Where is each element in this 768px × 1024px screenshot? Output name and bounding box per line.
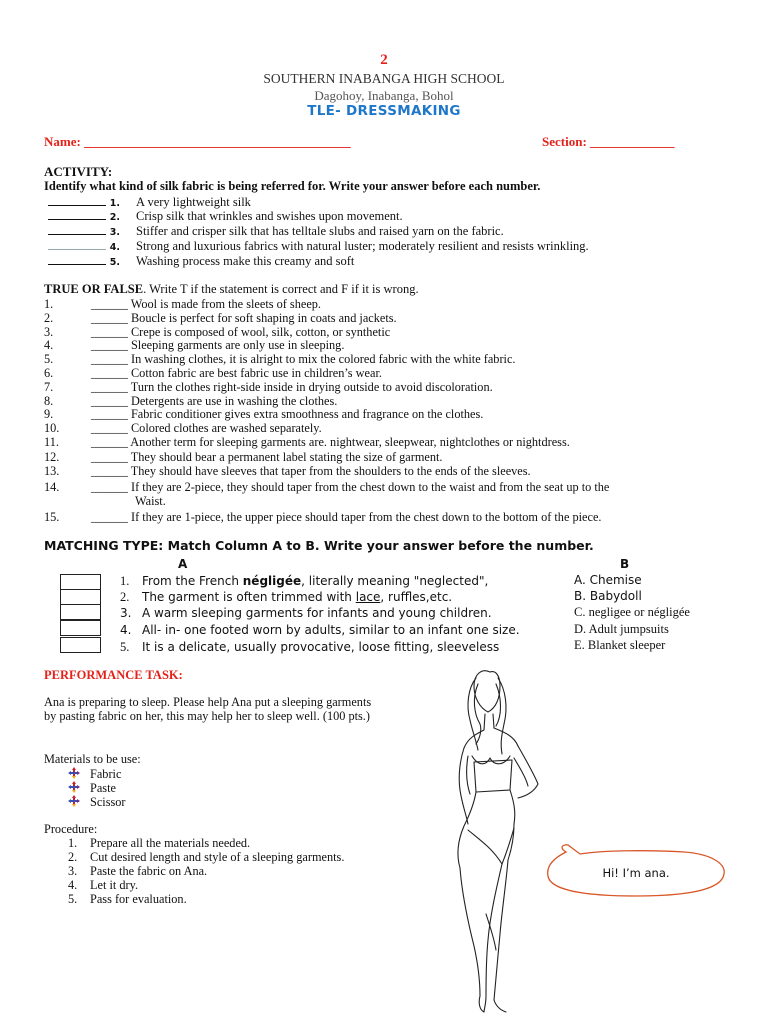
answer-blank[interactable]: ______ <box>91 297 128 311</box>
true-false-statement-text: Fabric conditioner gives extra smoothness and fragrance on the clothes. <box>130 407 484 421</box>
true-false-title: TRUE OR FALSE <box>44 282 144 296</box>
true-false-statement <box>91 297 321 312</box>
column-a-text: It is a delicate, usually provocative, loose fitting, sleeveless <box>142 640 500 654</box>
answer-blank[interactable]: ______ <box>91 325 128 339</box>
true-false-statement-text: If they are 1-piece, the upper piece should taper from the chest down to the bottom of the piece. <box>130 510 602 524</box>
column-b-item: E. Blanket sleeper <box>574 638 666 652</box>
material-name: Fabric <box>90 767 122 781</box>
column-a-text: , ruffles,etc. <box>380 590 453 604</box>
column-a-bold-term: négligée <box>242 574 302 588</box>
true-false-statement-text: Turn the clothes right-side inside in drying outside to avoid discoloration. <box>130 380 493 394</box>
answer-blank[interactable]: ______ <box>91 480 128 494</box>
answer-blank[interactable]: ______ <box>91 464 128 478</box>
true-false-number: 7. <box>44 380 54 394</box>
column-a-text: All- in- one footed worn by adults, similar to an infant one size. <box>142 623 520 637</box>
true-false-number: 8. <box>44 394 54 408</box>
column-a-text: A warm sleeping garments for infants and young children. <box>142 606 492 620</box>
column-b-item: D. Adult jumpsuits <box>574 622 669 636</box>
column-a-text: From the French <box>142 574 243 588</box>
answer-blank[interactable]: ______ <box>91 435 128 449</box>
procedure-step-text: Paste the fabric on Ana. <box>90 864 208 878</box>
answer-blank[interactable]: ______ <box>91 421 128 435</box>
true-false-number: 14. <box>44 480 60 494</box>
answer-blank[interactable]: ______ <box>91 311 128 325</box>
true-false-statement-text: They should bear a permanent label stating the size of garment. <box>130 450 443 464</box>
true-false-statement <box>91 510 602 525</box>
subject-title: TLE- DRESSMAKING <box>307 103 461 119</box>
true-false-statement <box>91 338 344 353</box>
true-false-statement <box>91 464 531 479</box>
column-a-number: 4. <box>120 623 132 637</box>
true-false-number: 1. <box>44 297 54 311</box>
answer-blank[interactable] <box>48 254 106 265</box>
column-b-label: B <box>620 557 630 571</box>
column-b-item: C. negligee or négligée <box>574 605 690 619</box>
column-a-text: The garment is often trimmed with <box>142 590 356 604</box>
true-false-statement-text: Sleeping garments are only use in sleeping. <box>130 338 345 352</box>
four-way-arrow-icon <box>68 781 80 793</box>
true-false-number: 2. <box>44 311 54 325</box>
true-false-statement <box>91 311 397 326</box>
procedure-step <box>68 850 344 865</box>
true-false-statement-text: They should have sleeves that taper from the shoulders to the ends of the sleeves. <box>130 464 531 478</box>
answer-blank[interactable]: ______ <box>91 450 128 464</box>
true-false-number: 15. <box>44 510 60 524</box>
column-b-item: A. Chemise <box>574 573 642 587</box>
procedure-step-text: Pass for evaluation. <box>90 892 187 906</box>
answer-blank[interactable]: ______ <box>91 338 128 352</box>
activity-item-number: 3. <box>109 227 120 238</box>
activity-item <box>48 239 589 254</box>
four-way-arrow-icon <box>68 767 80 779</box>
true-false-number: 6. <box>44 366 54 380</box>
activity-item <box>48 254 355 269</box>
matching-answer-box[interactable] <box>60 589 101 605</box>
procedure-step <box>68 836 250 851</box>
activity-item <box>48 195 251 210</box>
activity-item-text: Crisp silk that wrinkles and swishes upon movement. <box>136 209 403 223</box>
true-false-number: 5. <box>44 352 54 366</box>
true-false-statement <box>91 480 609 495</box>
true-false-statement <box>91 366 382 381</box>
procedure-step-text: Cut desired length and style of a sleeping garments. <box>90 850 345 864</box>
column-a-number: 5. <box>120 640 130 654</box>
true-false-number: 13. <box>44 464 60 478</box>
answer-blank[interactable] <box>48 239 106 250</box>
procedure-step <box>68 878 138 893</box>
true-false-statement-text: Crepe is composed of wool, silk, cotton, or synthetic <box>130 325 391 339</box>
procedure-label: Procedure: <box>44 822 98 836</box>
procedure-step-number: 5. <box>68 892 78 906</box>
speech-bubble-text: Hi! I’m ana. <box>602 866 670 880</box>
column-a-label: A <box>178 557 188 571</box>
activity-item-number: 1. <box>109 198 120 209</box>
true-false-statement-text: Wool is made from the sleets of sheep. <box>130 297 321 311</box>
procedure-step-number: 2. <box>68 850 78 864</box>
column-a-text: , literally meaning "neglected", <box>301 574 489 588</box>
activity-item-text: Washing process make this creamy and soft <box>136 254 355 268</box>
true-false-number: 4. <box>44 338 54 352</box>
school-name: SOUTHERN INABANGA HIGH SCHOOL <box>263 71 505 86</box>
activity-item <box>48 224 504 239</box>
page-number: 2 <box>380 52 388 68</box>
column-a-number: 3. <box>120 606 132 620</box>
true-false-instruction: . Write T if the statement is correct and F if it is wrong. <box>143 282 419 296</box>
column-a-item <box>120 640 499 655</box>
procedure-step <box>68 892 187 907</box>
answer-blank[interactable]: ______ <box>91 510 128 524</box>
material-name: Scissor <box>90 795 126 809</box>
activity-item-number: 5. <box>109 257 120 268</box>
fashion-croquis-figure <box>430 664 570 1016</box>
answer-blank[interactable] <box>48 209 106 220</box>
materials-label: Materials to be use: <box>44 752 141 766</box>
activity-item-text: Stiffer and crisper silk that has telltale slubs and raised yarn on the fabric. <box>136 224 504 238</box>
procedure-step-number: 1. <box>68 836 78 850</box>
activity-instruction: Identify what kind of silk fabric is being referred for. Write your answer before each number. <box>44 179 541 193</box>
true-false-statement <box>91 352 516 367</box>
true-false-statement-text: In washing clothes, it is alright to mix the colored fabric with the white fabric. <box>130 352 516 366</box>
column-a-item <box>120 606 492 620</box>
true-false-statement-text: Colored clothes are washed separately. <box>130 421 322 435</box>
name-field[interactable]: Name: _________________________________________ <box>44 134 351 149</box>
column-a-item <box>120 574 488 589</box>
true-false-statement <box>91 450 443 465</box>
material-item <box>68 780 116 794</box>
true-false-number: 10. <box>44 421 60 435</box>
activity-item-text: Strong and luxurious fabrics with natural luster; moderately resilient and resists wrinkling. <box>136 239 589 253</box>
column-a-underlined-term: lace <box>355 590 381 604</box>
answer-blank[interactable] <box>48 224 106 235</box>
true-false-statement-text: Cotton fabric are best fabric use in children’s wear. <box>130 366 382 380</box>
true-false-number: 3. <box>44 325 54 339</box>
section-field[interactable]: Section: _____________ <box>542 134 675 149</box>
matching-answer-box[interactable] <box>60 604 101 620</box>
matching-answer-box[interactable] <box>60 574 101 590</box>
true-false-statement-text: If they are 2-piece, they should taper from the chest down to the waist and from the seat up to the <box>130 480 610 494</box>
procedure-step-text: Let it dry. <box>90 878 139 892</box>
activity-title: ACTIVITY: <box>44 164 113 179</box>
performance-task-title: PERFORMANCE TASK: <box>44 668 183 682</box>
procedure-step-text: Prepare all the materials needed. <box>90 836 251 850</box>
true-false-statement-text: Detergents are use in washing the clothes. <box>130 394 338 408</box>
column-a-item <box>120 590 452 605</box>
true-false-statement <box>91 407 483 422</box>
matching-title: MATCHING TYPE: Match Column A to B. Write your answer before the number. <box>44 538 594 553</box>
procedure-step-number: 3. <box>68 864 78 878</box>
material-item <box>68 766 121 780</box>
matching-answer-box[interactable] <box>60 637 101 653</box>
material-item <box>68 794 126 808</box>
true-false-number: 11. <box>44 435 59 449</box>
true-false-heading <box>44 282 419 297</box>
material-name: Paste <box>90 781 116 795</box>
answer-blank[interactable]: ______ <box>91 366 128 380</box>
true-false-statement <box>91 380 493 395</box>
matching-answer-box[interactable] <box>60 620 101 636</box>
activity-item-number: 2. <box>109 212 120 223</box>
activity-item <box>48 209 403 224</box>
answer-blank[interactable]: ______ <box>91 407 128 421</box>
activity-item-number: 4. <box>109 242 120 253</box>
answer-blank[interactable] <box>48 195 106 206</box>
performance-task-description: Ana is preparing to sleep. Please help Ana put a sleeping garments by pasting fabric on her, this may help her to sleep well. (100 pts.) <box>44 695 372 723</box>
school-location: Dagohoy, Inabanga, Bohol <box>314 88 454 103</box>
column-a-number: 2. <box>120 590 130 604</box>
answer-blank[interactable]: ______ <box>91 352 128 366</box>
activity-item-text: A very lightweight silk <box>136 195 251 209</box>
four-way-arrow-icon <box>68 795 80 807</box>
procedure-step-number: 4. <box>68 878 78 892</box>
true-false-statement <box>91 435 570 450</box>
column-a-number: 1. <box>120 574 130 588</box>
procedure-step <box>68 864 207 879</box>
true-false-statement-continued: Waist. <box>135 494 166 508</box>
true-false-number: 9. <box>44 407 54 421</box>
true-false-statement-text: Another term for sleeping garments are. nightwear, sleepwear, nightclothes or nightdress. <box>130 435 570 449</box>
true-false-number: 12. <box>44 450 60 464</box>
answer-blank[interactable]: ______ <box>91 394 128 408</box>
true-false-statement-text: Boucle is perfect for soft shaping in coats and jackets. <box>130 311 397 325</box>
true-false-statement <box>91 421 322 436</box>
column-b-item: B. Babydoll <box>574 589 642 603</box>
answer-blank[interactable]: ______ <box>91 380 128 394</box>
column-a-item <box>120 623 520 637</box>
